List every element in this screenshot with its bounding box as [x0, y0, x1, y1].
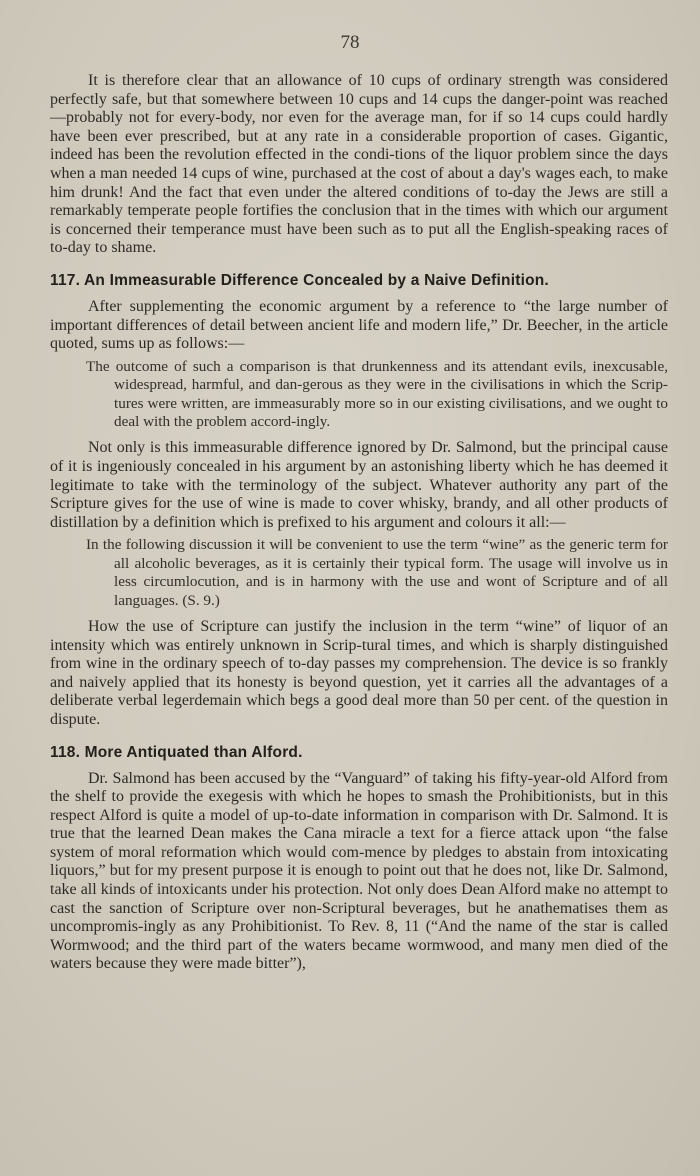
section-heading-118: 118. More Antiquated than Alford. [50, 743, 303, 761]
page-number: 78 [340, 32, 360, 53]
page-content [50, 72, 668, 978]
section-heading-117: 117. An Immeasurable Difference Concealed by a Naive Definition. [50, 271, 549, 289]
paragraph-wine-term: How the use of Scripture can justify the inclusion in the term “wine” of liquor of an intensity which was entirely unknown in Scrip-tural times, and which is sharply distinguished from wine in the ordinary speech of to-day passes my comprehension. The device is so frankly and naively applied that its honesty is beyond question, yet it carries all the advantages of a deliberate verbal legerdemain which begs a good deal more than 50 per cent. of the question in dispute. [50, 617, 668, 728]
paragraph-salmond-definition: Not only is this immeasurable difference ignored by Dr. Salmond, but the principal cause of it is ingeniously concealed in his argument by an astonishing liberty which he has deemed it legitimate to take with the terminology of the subject. Whatever authority any part of the Scripture gives for the use of wine is made to cover whisky, brandy, and all other products of distillation by a definition which is prefixed to his argument and colours it all:— [50, 439, 668, 531]
paragraph-beecher: After supplementing the economic argument by a reference to “the large number of important differences of detail between ancient life and modern life,” Dr. Beecher, in the article quoted, sums up as follows:— [50, 297, 668, 353]
paragraph-alford: Dr. Salmond has been accused by the “Vanguard” of taking his fifty-year-old Alford from the shelf to provide the exegesis with which he hopes to smash the Prohibitionists, but in this respect Alford is quite a model of up-to-date information in comparison with Dr. Salmond. It is true that the learned Dean makes the Cana miracle a text for a fierce attack upon “the false system of moral reformation which would com-mence by pledges to abstain from intoxicating liquors,” but for my present purpose it is enough to point out that he does not, like Dr. Salmond, take all kinds of intoxicants under his protection. Not only does Dean Alford make no attempt to cast the sanction of Scripture over non-Scriptural beverages, but he anathematises them as uncompromis-ingly as any Prohibitionist. To Rev. 8, 11 (“And the name of the star is called Wormwood; and the third part of the waters became wormwood, and many men died of the waters because they were made bitter”), [50, 769, 668, 973]
paragraph-temperance: It is therefore clear that an allowance of 10 cups of ordinary strength was considered perfectly safe, but that somewhere between 10 cups and 14 cups the danger-point was reached—probably not for every-body, nor even for the average man, for if so 14 cups could hardly have been ever prescribed, but at any rate in a considerable proportion of cases. Gigantic, indeed has been the revolution effected in the condi-tions of the liquor problem since the days when a man needed 14 cups of wine, purchased at the cost of about a day's wages each, to make him drunk! And the fact that even under the altered conditions of to-day the Jews are still a remarkably temperate people fortifies the conclusion that in the times with which our argument is concerned their temperance must have been such as to put all the English-speaking races of to-day to shame. [50, 72, 668, 257]
block-quote-beecher: The outcome of such a comparison is that drunkenness and its attendant evils, inexcusable, widespread, harmful, and dan-gerous as they were in the civilisations in which the Scrip-tures were written, are immeasurably more so in our existing civilisations, and we ought to deal with the problem accord-ingly. [86, 357, 668, 430]
block-quote-salmond: In the following discussion it will be convenient to use the term “wine” as the generic term for all alcoholic beverages, as it is certainly their typical form. The usage will involve us in less circumlocution, and is in harmony with the use and wont of Scripture and of all languages. (S. 9.) [86, 536, 668, 609]
